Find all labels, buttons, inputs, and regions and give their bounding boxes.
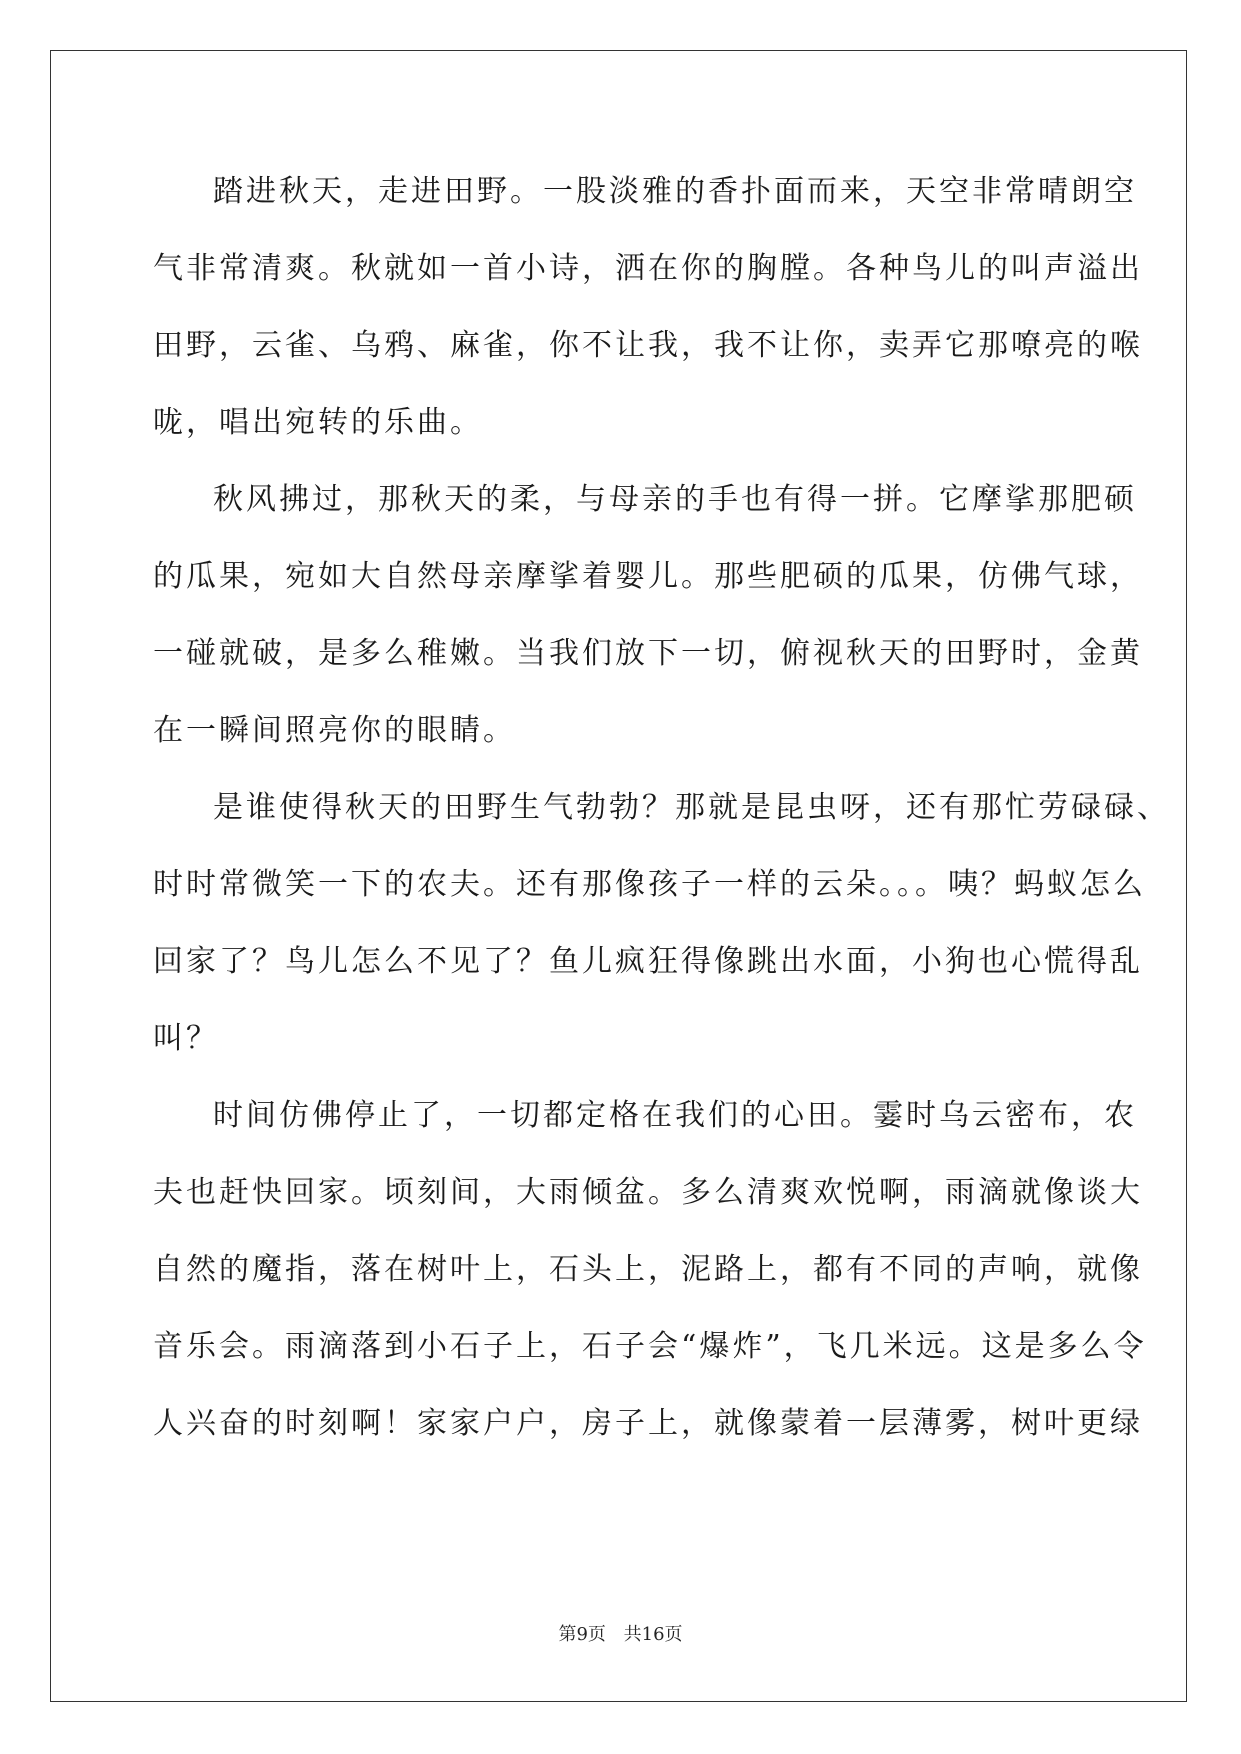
paragraph [153, 1092, 1147, 1477]
text-line: 是谁使得秋天的田野生气勃勃？那就是昆虫呀，还有那忙劳碌碌、 [213, 790, 1170, 825]
text-line: 回家了？鸟儿怎么不见了？鱼儿疯狂得像跳出水面，小狗也心慌得乱 [153, 944, 1143, 979]
text-line: 踏进秋天，走进田野。一股淡雅的香扑面而来，天空非常晴朗空 [213, 174, 1137, 209]
text-line: 秋风拂过，那秋天的柔，与母亲的手也有得一拼。它摩挲那肥硕 [213, 482, 1137, 517]
paragraph [153, 476, 1143, 784]
text-line: 夫也赶快回家。顷刻间，大雨倾盆。多么清爽欢悦啊，雨滴就像谈大 [153, 1175, 1143, 1210]
text-line: 在一瞬间照亮你的眼睛。 [153, 713, 516, 748]
text-line: 人兴奋的时刻啊！家家户户，房子上，就像蒙着一层薄雾，树叶更绿 [153, 1406, 1143, 1441]
text-line: 音乐会。雨滴落到小石子上，石子会“爆炸”，飞几米远。这是多么令 [153, 1329, 1147, 1364]
text-line: 的瓜果，宛如大自然母亲摩挲着婴儿。那些肥硕的瓜果，仿佛气球， [153, 559, 1143, 594]
text-line: 自然的魔指，落在树叶上，石头上，泥路上，都有不同的声响，就像 [153, 1252, 1143, 1287]
page-total: 共16页 [623, 1624, 683, 1645]
text-line: 咙，唱出宛转的乐曲。 [153, 405, 483, 440]
text-line: 田野，云雀、乌鸦、麻雀，你不让我，我不让你，卖弄它那嘹亮的喉 [153, 328, 1143, 363]
text-line: 叫？ [153, 1021, 219, 1056]
document-body [153, 168, 1170, 1477]
text-line: 一碰就破，是多么稚嫩。当我们放下一切，俯视秋天的田野时，金黄 [153, 636, 1143, 671]
paragraph [153, 784, 1170, 1092]
page-number: 第9页 [558, 1624, 606, 1645]
text-line: 时时常微笑一下的农夫。还有那像孩子一样的云朵。。。咦？蚂蚁怎么 [153, 867, 1146, 902]
text-line: 气非常清爽。秋就如一首小诗，洒在你的胸膛。各种鸟儿的叫声溢出 [153, 251, 1143, 286]
page-footer [0, 1620, 1241, 1646]
paragraph [153, 168, 1143, 476]
text-line: 时间仿佛停止了，一切都定格在我们的心田。霎时乌云密布，农 [213, 1098, 1137, 1133]
